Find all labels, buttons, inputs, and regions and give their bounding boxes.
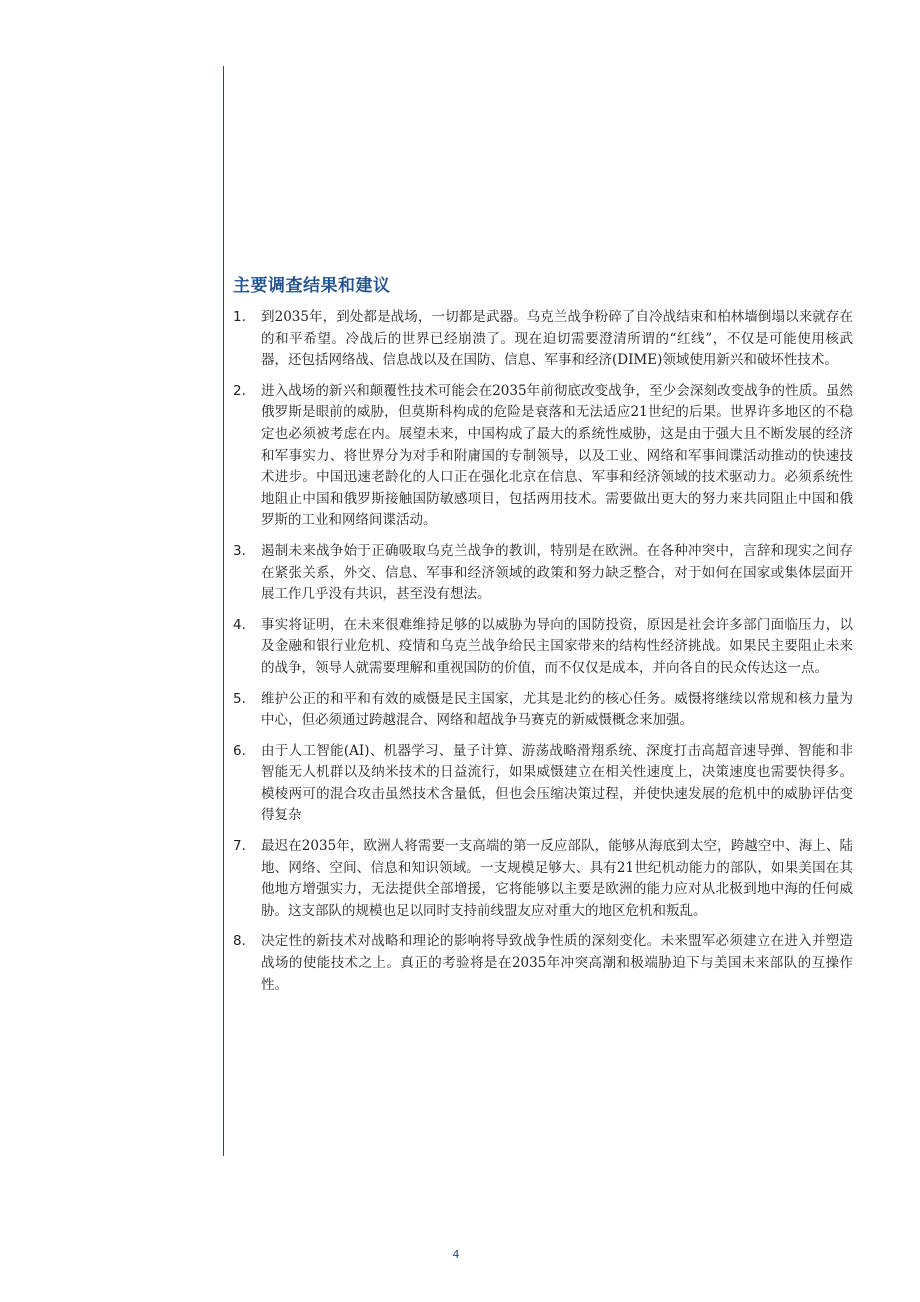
finding-text: 最迟在2035年，欧洲人将需要一支高端的第一反应部队，能够从海底到太空，跨越空中、海上、陆地、网络、空间、信息和知识领域。一支规模足够大、具有21世纪机动能力的部队，如果美国在其他地方增强实力，无法提供全部增援，它将能够以主要是欧洲的能力应对从北极到地中海的任何威胁。这支部队的规模也足以同时支持前线盟友应对重大的地区危机和叛乱。 [261, 838, 853, 919]
finding-number: 1. [233, 309, 246, 325]
finding-item-6 [233, 741, 853, 827]
finding-number: 2. [233, 382, 246, 399]
finding-number: 7. [233, 838, 246, 855]
finding-item-7 [233, 836, 853, 922]
finding-text: 维护公正的和平和有效的威慑是民主国家，尤其是北约的核心任务。威慑将继续以常规和核力量为中心，但必须通过跨越混合、网络和超战争马赛克的新威慑概念来加强。 [261, 690, 853, 729]
findings-list [233, 307, 853, 996]
margin-rule [223, 66, 224, 1156]
finding-item-2 [233, 381, 853, 532]
finding-number: 5. [233, 690, 246, 707]
finding-item-5 [233, 689, 853, 732]
section-heading: 主要调查结果和建议 [233, 276, 391, 296]
finding-item-3 [233, 541, 853, 606]
finding-text: 进入战场的新兴和颠覆性技术可能会在2035年前彻底改变战争，至少会深刻改变战争的性质。虽然俄罗斯是眼前的威胁，但莫斯科构成的危险是衰落和无法适应21世纪的后果。世界许多地区的不稳定也必须被考虑在内。展望未来，中国构成了最大的系统性威胁，这是由于强大且不断发展的经济和军事实力、将世界分为对手和附庸国的专制领导，以及工业、网络和军事间谍活动推动的快速技术进步。中国迅速老龄化的人口正在强化北京在信息、军事和经济领域的技术驱动力。必须系统性地阻止中国和俄罗斯接触国防敏感项目，包括两用技术。需要做出更大的努力来共同阻止中国和俄罗斯的工业和网络间谍活动。 [261, 382, 853, 529]
finding-item-4 [233, 615, 853, 680]
finding-text: 到2035年，到处都是战场，一切都是武器。乌克兰战争粉碎了自冷战结束和柏林墙倒塌以来就存在的和平希望。冷战后的世界已经崩溃了。现在迫切需要澄清所谓的“红线”，不仅是可能使用核武器，还包括网络战、信息战以及在国防、信息、军事和经济(DIME)领域使用新兴和破坏性技术。 [261, 309, 853, 369]
finding-number: 8. [233, 933, 246, 950]
main-content [233, 274, 853, 1005]
finding-text: 决定性的新技术对战略和理论的影响将导致战争性质的深刻变化。未来盟军必须建立在进入并塑造战场的使能技术之上。真正的考验将是在2035年冲突高潮和极端胁迫下与美国未来部队的互操作性。 [261, 933, 853, 993]
finding-text: 遏制未来战争始于正确吸取乌克兰战争的教训，特别是在欧洲。在各种冲突中，言辞和现实之间存在紧张关系，外交、信息、军事和经济领域的政策和努力缺乏整合，对于如何在国家或集体层面开展工作几乎没有共识，甚至没有想法。 [261, 542, 853, 603]
finding-number: 4. [233, 616, 246, 633]
finding-number: 3. [233, 542, 246, 559]
finding-number: 6. [233, 742, 246, 759]
page-number: 4 [452, 1248, 460, 1261]
finding-item-8 [233, 931, 853, 996]
finding-text: 事实将证明，在未来很难维持足够的以威胁为导向的国防投资，原因是社会许多部门面临压力，以及金融和银行业危机、疫情和乌克兰战争给民主国家带来的结构性经济挑战。如果民主要阻止未来的战争，领导人就需要理解和重视国防的价值，而不仅仅是成本，并向各自的民众传达这一点。 [261, 616, 853, 676]
finding-text: 由于人工智能(AI)、机器学习、量子计算、游荡战略滑翔系统、深度打击高超音速导弹、智能和非智能无人机群以及纳米技术的日益流行，如果威慑建立在相关性速度上，决策速度也需要快得多。模棱两可的混合攻击虽然技术含量低，但也会压缩决策过程，并使快速发展的危机中的威胁评估变得复杂 [261, 742, 853, 824]
finding-item-1 [233, 307, 853, 372]
